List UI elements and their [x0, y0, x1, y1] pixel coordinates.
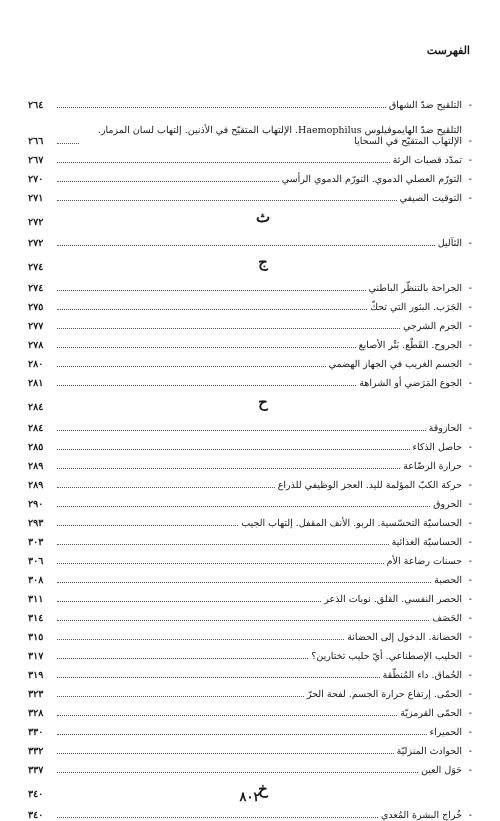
- bullet-dash: -: [468, 746, 472, 757]
- toc-entry-page: ٢٦٦: [28, 136, 44, 147]
- toc-entry-page: ٣٢٨: [28, 708, 44, 719]
- toc-entry: [28, 92, 472, 111]
- toc-entry: [28, 313, 472, 332]
- section-page: ٢٧٤: [28, 262, 44, 273]
- bullet-dash: -: [468, 423, 472, 434]
- bullet-dash: -: [468, 193, 472, 204]
- toc-entry-title: الحمّى. إرتفاع حرارة الجسم. لفحة الحرّ: [306, 689, 462, 700]
- dot-leader: [57, 544, 389, 545]
- toc-entry-title: الجَرَب. البثور التي تحكّ: [370, 302, 462, 313]
- dot-leader: [57, 734, 427, 735]
- table-of-contents: [28, 92, 472, 821]
- toc-entry: [28, 491, 472, 510]
- toc-entry-title: الحروق: [433, 499, 462, 510]
- toc-entry-title: الحازوقة: [428, 423, 462, 434]
- bullet-dash: -: [468, 613, 472, 624]
- toc-entry-title: حرارة الرضّاعة: [403, 461, 462, 472]
- toc-entry-title: الجراحة بالتنظّر الباطني: [368, 283, 462, 294]
- bullet-dash: -: [468, 727, 472, 738]
- bullet-dash: -: [468, 537, 472, 548]
- toc-entry-page: ٣٤٠: [28, 810, 44, 821]
- bullet-dash: -: [468, 765, 472, 776]
- dot-leader: [57, 772, 418, 773]
- toc-entry: [28, 472, 472, 491]
- toc-entry-title: حَوَل العين: [421, 765, 462, 776]
- toc-entry-title: الحصر النفسي. القلق. نوبات الذعر: [324, 594, 462, 605]
- toc-entry: [28, 700, 472, 719]
- bullet-dash: -: [468, 708, 472, 719]
- dot-leader: [57, 143, 79, 144]
- toc-entry: [28, 434, 472, 453]
- toc-entry-title: الحميراء: [429, 727, 462, 738]
- toc-entry: [28, 166, 472, 185]
- dot-leader: [57, 181, 279, 182]
- toc-entry-page: ٢٨١: [28, 378, 44, 389]
- toc-entry-page: ٢٧٧: [28, 321, 44, 332]
- toc-entry-page: ٣٣٠: [28, 727, 44, 738]
- toc-entry: [28, 624, 472, 643]
- toc-entry: [28, 605, 472, 624]
- dot-leader: [57, 347, 356, 348]
- bullet-dash: -: [468, 556, 472, 567]
- dot-leader: [57, 366, 326, 367]
- toc-entry: [28, 529, 472, 548]
- toc-entry-title: حاصل الذكاء: [412, 442, 462, 453]
- dot-leader: [57, 430, 426, 431]
- running-header: الفهرست: [426, 44, 470, 57]
- toc-entry-page: ٢٧١: [28, 193, 44, 204]
- dot-leader: [57, 753, 394, 754]
- bullet-dash: -: [468, 461, 472, 472]
- toc-entry-title: الجروح. القَطْع. بَتْر الأصابع: [358, 340, 462, 351]
- toc-entry-page: ٣١٩: [28, 670, 44, 681]
- dot-leader: [57, 449, 410, 450]
- toc-entry-title: تمدّد قصبات الرئة: [392, 155, 462, 166]
- dot-leader: [57, 696, 304, 697]
- toc-entry-page: ٢٨٩: [28, 480, 44, 491]
- bullet-dash: -: [468, 651, 472, 662]
- bullet-dash: -: [468, 302, 472, 313]
- bullet-dash: -: [468, 238, 472, 249]
- toc-entry-page: ٢٨٤: [28, 423, 44, 434]
- bullet-dash: -: [468, 378, 472, 389]
- dot-leader: [57, 525, 238, 526]
- dot-leader: [57, 385, 356, 386]
- dot-leader: [57, 200, 397, 201]
- bullet-dash: -: [468, 321, 472, 332]
- dot-leader: [57, 563, 384, 564]
- toc-entry: [28, 275, 472, 294]
- toc-entry-title: الحُماق. داء المُنطّقة: [382, 670, 462, 681]
- toc-entry: [28, 147, 472, 166]
- toc-entry-title: الجوع المَرَضي أو الشراهة: [359, 378, 462, 389]
- dot-leader: [57, 309, 367, 310]
- bullet-dash: -: [468, 810, 472, 821]
- toc-entry: [28, 586, 472, 605]
- dot-leader: [57, 817, 378, 818]
- toc-entry-title: الحمّى القرمزيّة: [400, 708, 462, 719]
- toc-entry: [28, 681, 472, 700]
- toc-entry-title: الجسم الغريب في الجهاز الهضمي: [328, 359, 462, 370]
- toc-entry: [28, 719, 472, 738]
- section-page: ٣٤٠: [28, 789, 44, 800]
- dot-leader: [57, 487, 275, 488]
- section-letter: خ: [258, 780, 268, 798]
- toc-entry-title: الحساسيّة الغذائية: [391, 537, 462, 548]
- bullet-dash: -: [468, 283, 472, 294]
- toc-entry: [28, 370, 472, 389]
- toc-entry: [28, 738, 472, 757]
- toc-entry-page: ٣١٥: [28, 632, 44, 643]
- dot-leader: [57, 290, 366, 291]
- toc-entry: [28, 294, 472, 313]
- toc-entry-page: ٣٠٦: [28, 556, 44, 567]
- toc-entry-page: ٢٩٣: [28, 518, 44, 529]
- toc-entry: [28, 453, 472, 472]
- toc-entry-page: ٣٢٣: [28, 689, 44, 700]
- toc-entry-page: ٢٦٤: [28, 100, 44, 111]
- bullet-dash: -: [468, 359, 472, 370]
- toc-entry-title: التلقيح ضدّ الهايموفيلوس Haemophilus. الإلتهاب المتقيّح في الأذنين. إلتهاب لسان المزمار. الإلتهاب المتقيّح في السحايا: [97, 125, 462, 147]
- toc-entry-page: ٢٧٤: [28, 283, 44, 294]
- toc-entry-title: الحَصَف: [432, 613, 462, 624]
- toc-entry-title: التورّم العصلي الدموي. التورّم الدموي الرأسي: [281, 174, 462, 185]
- toc-entry-page: ٣١١: [28, 594, 44, 605]
- toc-entry-title: الحساسيّة التحسّسية. الربو. الأنف المقفل. إلتهاب الجيب: [241, 518, 462, 529]
- dot-leader: [57, 658, 308, 659]
- toc-entry-page: ٢٨٠: [28, 359, 44, 370]
- toc-entry-page: ٢٨٩: [28, 461, 44, 472]
- bullet-dash: -: [468, 670, 472, 681]
- toc-entry-title: حركة الكبّ المؤلمة لليد. العجز الوظيفي للذراع: [277, 480, 462, 491]
- dot-leader: [57, 506, 430, 507]
- bullet-dash: -: [468, 174, 472, 185]
- toc-entry-title: الحليب الإصطناعي. أيّ حليب تختارين؟: [311, 651, 462, 662]
- toc-entry-page: ٢٧٥: [28, 302, 44, 313]
- bullet-dash: -: [468, 499, 472, 510]
- toc-entry-title: التوقيت الصيفي: [399, 193, 462, 204]
- toc-entry: [28, 757, 472, 776]
- toc-entry: [28, 643, 472, 662]
- dot-leader: [57, 639, 344, 640]
- bullet-dash: -: [468, 340, 472, 351]
- dot-leader: [57, 245, 435, 246]
- toc-entry: [28, 351, 472, 370]
- bullet-dash: -: [468, 632, 472, 643]
- section-page: ٢٧٢: [28, 217, 44, 228]
- bullet-dash: -: [468, 136, 472, 147]
- toc-entry: [28, 510, 472, 529]
- toc-entry-title: خُراج البشرة المُعدي: [380, 810, 462, 821]
- section-page: ٢٨٤: [28, 402, 44, 413]
- bullet-dash: -: [468, 575, 472, 586]
- toc-entry-page: ٣٣٧: [28, 765, 44, 776]
- dot-leader: [57, 468, 400, 469]
- toc-entry-page: ٣١٧: [28, 651, 44, 662]
- section-letter: ث: [255, 208, 271, 226]
- toc-entry-page: ٣١٤: [28, 613, 44, 624]
- toc-entry-page: ٢٧٨: [28, 340, 44, 351]
- section-heading: [28, 249, 472, 275]
- page-number: ٨٠٢: [239, 790, 261, 805]
- bullet-dash: -: [468, 518, 472, 529]
- toc-entry-title: الحوادث المنزليّة: [396, 746, 462, 757]
- bullet-dash: -: [468, 594, 472, 605]
- dot-leader: [57, 582, 431, 583]
- toc-entry-page: ٢٨٥: [28, 442, 44, 453]
- toc-entry-title: الثآليل: [437, 238, 462, 249]
- dot-leader: [57, 620, 429, 621]
- toc-entry-page: ٣٠٣: [28, 537, 44, 548]
- toc-entry: [28, 230, 472, 249]
- toc-entry: [28, 548, 472, 567]
- dot-leader: [57, 715, 397, 716]
- section-heading: [28, 389, 472, 415]
- section-heading: [28, 204, 472, 230]
- bullet-dash: -: [468, 480, 472, 491]
- toc-entry-page: ٢٧٠: [28, 174, 44, 185]
- section-letter: ج: [258, 253, 268, 271]
- toc-entry-title: الحصبة: [434, 575, 462, 586]
- toc-entry-title: التلقيح ضدّ الشهاق: [388, 100, 462, 111]
- toc-entry-page: ٣٣٢: [28, 746, 44, 757]
- toc-entry-page: ٢٩٠: [28, 499, 44, 510]
- toc-entry-page: ٢٧٢: [28, 238, 44, 249]
- toc-entry-title: الجرم الشرجي: [403, 321, 462, 332]
- bullet-dash: -: [468, 155, 472, 166]
- toc-entry-title: الحضانة. الدخول إلى الحضانة: [347, 632, 462, 643]
- toc-entry-page: ٢٦٧: [28, 155, 44, 166]
- toc-entry: [28, 415, 472, 434]
- section-letter: ح: [258, 393, 268, 411]
- toc-entry: [28, 111, 472, 147]
- bullet-dash: -: [468, 442, 472, 453]
- toc-entry: [28, 567, 472, 586]
- toc-entry: [28, 185, 472, 204]
- dot-leader: [57, 162, 390, 163]
- toc-entry: [28, 332, 472, 351]
- dot-leader: [57, 328, 400, 329]
- toc-entry-title: حسنات رضاعة الأم: [386, 556, 462, 567]
- toc-entry: [28, 662, 472, 681]
- bullet-dash: -: [468, 689, 472, 700]
- dot-leader: [57, 677, 380, 678]
- dot-leader: [57, 601, 321, 602]
- bullet-dash: -: [468, 100, 472, 111]
- dot-leader: [57, 107, 386, 108]
- toc-entry-page: ٣٠٨: [28, 575, 44, 586]
